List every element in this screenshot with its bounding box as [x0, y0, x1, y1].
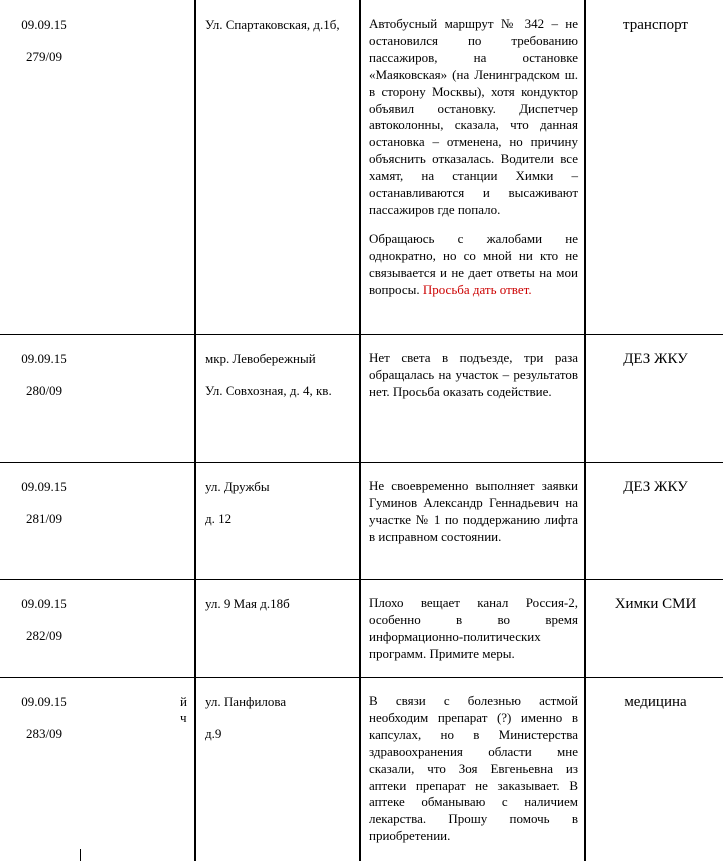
date-number-cell [0, 694, 88, 742]
row-number: 281/09 [25, 511, 63, 526]
table-row [0, 0, 723, 334]
table-row [0, 334, 723, 462]
category-cell: транспорт [623, 17, 688, 33]
complaint-text: Нет света в подъезде, три раза обращалась на участок – результатов нет. Просьба оказать содействие. [369, 350, 578, 399]
address-line: ул. 9 Мая д.18б [205, 596, 290, 611]
complaint-text-cell [369, 16, 578, 299]
category-cell: Химки СМИ [614, 596, 697, 612]
table-row [0, 677, 723, 861]
complaint-text: Автобусный маршрут № 342 – не остановился по требованию пассажиров, на остановке «Маяковская» (на Ленинградском ш. в сторону Москвы), хотя кондуктор объявил остановку. Диспетчер автоколонны, сказала, что данная остановка – отменена, но причину объяснить отказалась. Водители все хамят, на станции Химки – останавливаются и высаживают пассажиров где попало. [369, 16, 578, 217]
name-fragment-char: ч [180, 710, 187, 725]
row-date: 09.09.15 [21, 17, 67, 32]
category-cell: медицина [624, 694, 687, 710]
address-line: д. 12 [205, 511, 232, 526]
row-date: 09.09.15 [21, 596, 67, 611]
row-date: 09.09.15 [21, 694, 67, 709]
address-line: Ул. Спартаковская, д.1б, [205, 17, 340, 32]
complaint-text-cell [369, 350, 578, 401]
row-number: 283/09 [25, 726, 63, 741]
complaint-text: Не своевременно выполняет заявки Гуминов Александр Геннадьевич на участке № 1 по поддержанию лифта в исправном состоянии. [369, 478, 578, 544]
category-cell: ДЕЗ ЖКУ [623, 479, 688, 495]
date-number-cell [0, 479, 88, 527]
name-fragment [180, 694, 187, 726]
row-date: 09.09.15 [21, 351, 67, 366]
date-number-cell [0, 17, 88, 65]
table-row [0, 579, 723, 677]
row-date: 09.09.15 [21, 479, 67, 494]
row-number: 282/09 [25, 628, 63, 643]
row-number: 280/09 [25, 383, 63, 398]
address-line: мкр. Левобережный [205, 351, 316, 366]
request-answer-text: Просьба дать ответ. [422, 281, 532, 297]
address-cell [205, 479, 355, 527]
address-line: ул. Панфилова [205, 694, 287, 709]
complaint-text-cell [369, 595, 578, 663]
name-fragment-char: й [180, 694, 187, 709]
address-cell [205, 596, 355, 612]
complaint-text-cell [369, 478, 578, 546]
address-cell [205, 694, 355, 742]
address-line: Ул. Совхозная, д. 4, кв. [205, 383, 332, 398]
complaint-text: В связи с болезнью астмой необходим препарат (?) именно в капсулах, но в Министерства здравоохранения области мне сказали, что Зоя Евгеньевна из аптеки препарат не заказывает. В аптеке обманываю с наличием лекарства. Прошу помочь в приобретении. [369, 693, 578, 844]
address-cell [205, 351, 355, 399]
table-row [0, 462, 723, 579]
date-number-cell [0, 351, 88, 399]
date-number-cell [0, 596, 88, 644]
row-number: 279/09 [25, 49, 63, 64]
address-cell [205, 17, 355, 33]
complaint-text-followup: Обращаюсь с жалобами не однократно, но со мной ни кто не связывается и не дает ответы на мои вопросы. Просьба дать ответ. [369, 230, 578, 297]
complaint-text-cell [369, 693, 578, 845]
complaint-text: Плохо вещает канал Россия-2, особенно в во время информационно-политических программ. Примите меры. [369, 595, 578, 661]
address-line: д.9 [205, 726, 222, 741]
category-cell: ДЕЗ ЖКУ [623, 351, 688, 367]
address-line: ул. Дружбы [205, 479, 270, 494]
